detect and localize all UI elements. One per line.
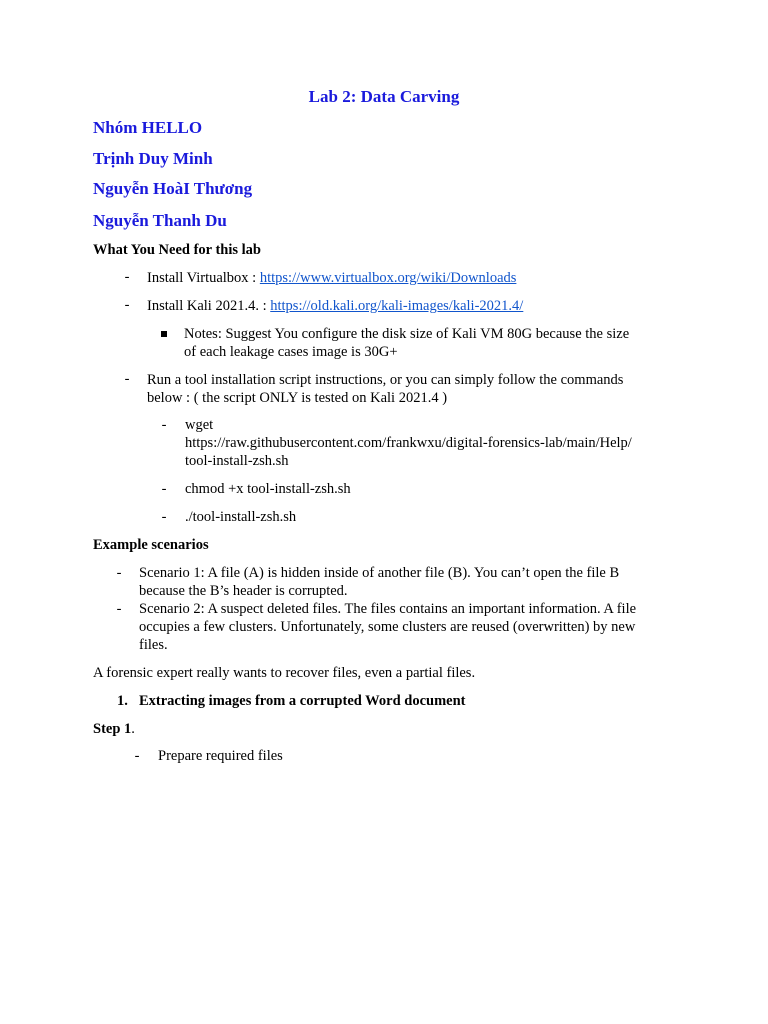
author-name: Nguyễn Thanh Du (93, 211, 227, 230)
list-dash: - (124, 269, 130, 285)
list-dash: - (161, 417, 167, 433)
command-line: tool-install-zsh.sh (185, 453, 289, 469)
scenario-line: Scenario 1: A file (A) is hidden inside of another file (B). You can’t open the file B (139, 565, 620, 581)
step-heading (93, 720, 135, 738)
author-name: Nguyễn HoàI Thương (93, 179, 253, 198)
expert-paragraph: A forensic expert really wants to recover files, even a partial files. (93, 665, 476, 681)
list-dash: - (161, 481, 167, 497)
list-dash: - (124, 371, 130, 387)
note-line: of each leakage cases image is 30G+ (184, 344, 398, 360)
list-item-text: Install Virtualbox : (147, 270, 260, 286)
list-dash: - (116, 565, 122, 581)
list-dash: - (134, 748, 140, 764)
list-item-script-cont: below : ( the script ONLY is tested on Kali 2021.4 ) (147, 390, 448, 406)
scenario-line: occupies a few clusters. Unfortunately, some clusters are reused (overwritten) by new (139, 619, 636, 635)
note-line: Notes: Suggest You configure the disk size of Kali VM 80G because the size (184, 326, 630, 342)
list-dash: - (124, 297, 130, 313)
section-title: Extracting images from a corrupted Word document (139, 693, 466, 709)
scenario-line: files. (139, 637, 168, 653)
command-line: https://raw.githubusercontent.com/frankwxu/digital-forensics-lab/main/Help/ (185, 435, 632, 451)
section-number: 1. (117, 693, 128, 709)
list-item-virtualbox (147, 269, 516, 287)
list-item-text: Install Kali 2021.4. : (147, 298, 271, 314)
command-line: ./tool-install-zsh.sh (185, 509, 297, 525)
step-period: . (131, 721, 135, 737)
list-item-kali (147, 297, 523, 315)
requirements-heading: What You Need for this lab (93, 242, 261, 258)
list-dash: - (116, 601, 122, 617)
step-item: Prepare required files (158, 748, 283, 764)
list-item-script: Run a tool installation script instructions, or you can simply follow the commands (147, 372, 624, 388)
step-label: Step 1 (93, 721, 132, 737)
command-line: chmod +x tool-install-zsh.sh (185, 481, 351, 497)
author-group: Nhóm HELLO (93, 118, 203, 137)
scenario-line: because the B’s header is corrupted. (139, 583, 348, 599)
list-dash: - (161, 509, 167, 525)
square-bullet-icon (161, 331, 167, 337)
scenarios-heading: Example scenarios (93, 537, 209, 553)
command-line: wget (185, 417, 214, 433)
author-name: Trịnh Duy Minh (93, 149, 213, 168)
document-title: Lab 2: Data Carving (308, 87, 460, 106)
virtualbox-link[interactable]: https://www.virtualbox.org/wiki/Downloads (259, 270, 517, 286)
scenario-line: Scenario 2: A suspect deleted files. The files contains an important information. A file (139, 601, 637, 617)
kali-link[interactable]: https://old.kali.org/kali-images/kali-2021.4/ (270, 298, 524, 314)
